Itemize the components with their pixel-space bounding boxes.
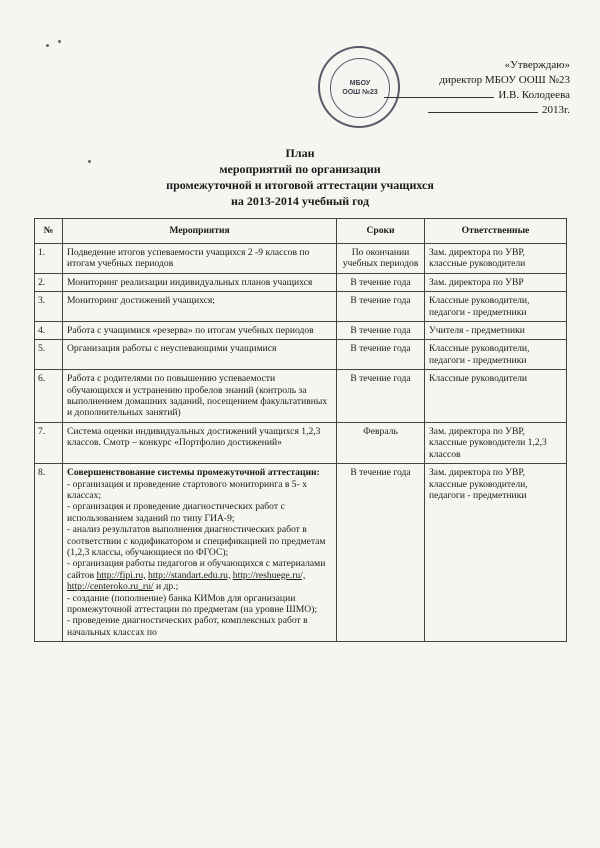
row-num: 7. (35, 422, 63, 463)
row-responsible: Классные руководители, педагоги - предметники (425, 292, 567, 322)
row-responsible: Зам. директора по УВР, классные руководители 1,2,3 классов (425, 422, 567, 463)
row-event: Работа с родителями по повышению успеваемости обучающихся и устранению пробелов знаний (контроль за выполнением домашних заданий, посещением факультативных и дополнительных занятий) (63, 370, 337, 423)
stamp-text: МБОУ (349, 80, 371, 87)
list-item: - организация и проведение стартового мониторинга в 5- х классах; (67, 479, 332, 502)
row-responsible: Классные руководители, педагоги - предметники (425, 340, 567, 370)
table-row (35, 273, 567, 291)
row-event: Система оценки индивидуальных достижений учащихся 1,2,3 классов. Смотр – конкурс «Портфолио достижений» (63, 422, 337, 463)
document-title (0, 145, 600, 209)
row-event: Мониторинг достижений учащихся; (63, 292, 337, 322)
row-num: 6. (35, 370, 63, 423)
row-responsible: Зам. директора по УВР (425, 273, 567, 291)
table-row (35, 340, 567, 370)
approval-block (340, 58, 570, 118)
row-term: В течение года (337, 273, 425, 291)
list-item: - организация и проведение диагностических работ с использованием заданий по типу ГИА-9; (67, 501, 332, 524)
events-table (34, 218, 567, 642)
row-event-heading: Совершенствование системы промежуточной аттестации: (67, 467, 320, 479)
header-events: Мероприятия (63, 219, 337, 244)
row-event: Подведение итогов успеваемости учащихся 2 -9 классов по итогам учебных периодов (63, 244, 337, 274)
row-term: Февраль (337, 422, 425, 463)
scan-speck (46, 44, 49, 47)
row-num: 8. (35, 464, 63, 642)
row-event: Организация работы с неуспевающими учащимися (63, 340, 337, 370)
stamp-text: ООШ №23 (342, 89, 378, 96)
row-event (63, 464, 337, 642)
table-row (35, 370, 567, 423)
date-line (428, 112, 538, 113)
row-term: По окончании учебных периодов (337, 244, 425, 274)
row-term: В течение года (337, 370, 425, 423)
list-item: - создание (пополнение) банка КИМов для организации промежуточной аттестации по предметам (на уровне ШМО); (67, 593, 332, 616)
row-num: 2. (35, 273, 63, 291)
row-event: Мониторинг реализации индивидуальных планов учащихся (63, 273, 337, 291)
header-responsible: Ответственные (425, 219, 567, 244)
table-row (35, 244, 567, 274)
table-row (35, 292, 567, 322)
link-reshuege[interactable]: http://reshuege.ru/, (232, 569, 306, 581)
table-row (35, 422, 567, 463)
row-num: 4. (35, 322, 63, 340)
link-standart[interactable]: http://standart.edu.ru, (148, 569, 231, 581)
row-responsible: Классные руководители (425, 370, 567, 423)
row-responsible: Учителя - предметники (425, 322, 567, 340)
table-row (35, 322, 567, 340)
row-num: 5. (35, 340, 63, 370)
row-responsible: Зам. директора по УВР, классные руководители, педагоги - предметники (425, 464, 567, 642)
signature-line (384, 97, 494, 98)
list-item: - проведение диагностических работ, комплексных работ в начальных классах по (67, 615, 332, 638)
header-num: № (35, 219, 63, 244)
table-header-row (35, 219, 567, 244)
list-item-text: организация работы педагогов и обучающихся с материалами сайтов (67, 558, 326, 581)
approval-year: 2013г. (541, 104, 570, 116)
row-event: Работа с учащимися «резерва» по итогам учебных периодов (63, 322, 337, 340)
row-term: В течение года (337, 340, 425, 370)
link-centeroko[interactable]: http://centeroko.ru_ru/ (67, 581, 154, 593)
title-line: на 2013-2014 учебный год (230, 194, 370, 208)
link-fipi[interactable]: http://fipi.ru, (96, 569, 146, 581)
title-line: мероприятий по организации (219, 162, 381, 176)
row-term: В течение года (337, 322, 425, 340)
title-line: промежуточной и итоговой аттестации учащихся (166, 178, 434, 192)
event-sublist (67, 479, 332, 639)
approval-name: И.В. Колодеева (498, 89, 570, 101)
title-line: План (285, 146, 315, 160)
list-item (67, 558, 332, 592)
approval-heading: «Утверждаю» (504, 59, 570, 71)
header-terms: Сроки (337, 219, 425, 244)
row-num: 3. (35, 292, 63, 322)
row-responsible: Зам. директора по УВР, классные руководители (425, 244, 567, 274)
list-item: - анализ результатов выполнения диагностических работ в соответствии с кодификатором и спецификацией по предметам (1,2,3 классы, обучающиеся по ФГОС); (67, 524, 332, 558)
scan-speck (58, 40, 61, 43)
row-term: В течение года (337, 292, 425, 322)
list-item-tail: и др.; (156, 581, 179, 593)
row-num: 1. (35, 244, 63, 274)
table-row (35, 464, 567, 642)
row-term: В течение года (337, 464, 425, 642)
approval-position: директор МБОУ ООШ №23 (439, 74, 570, 86)
